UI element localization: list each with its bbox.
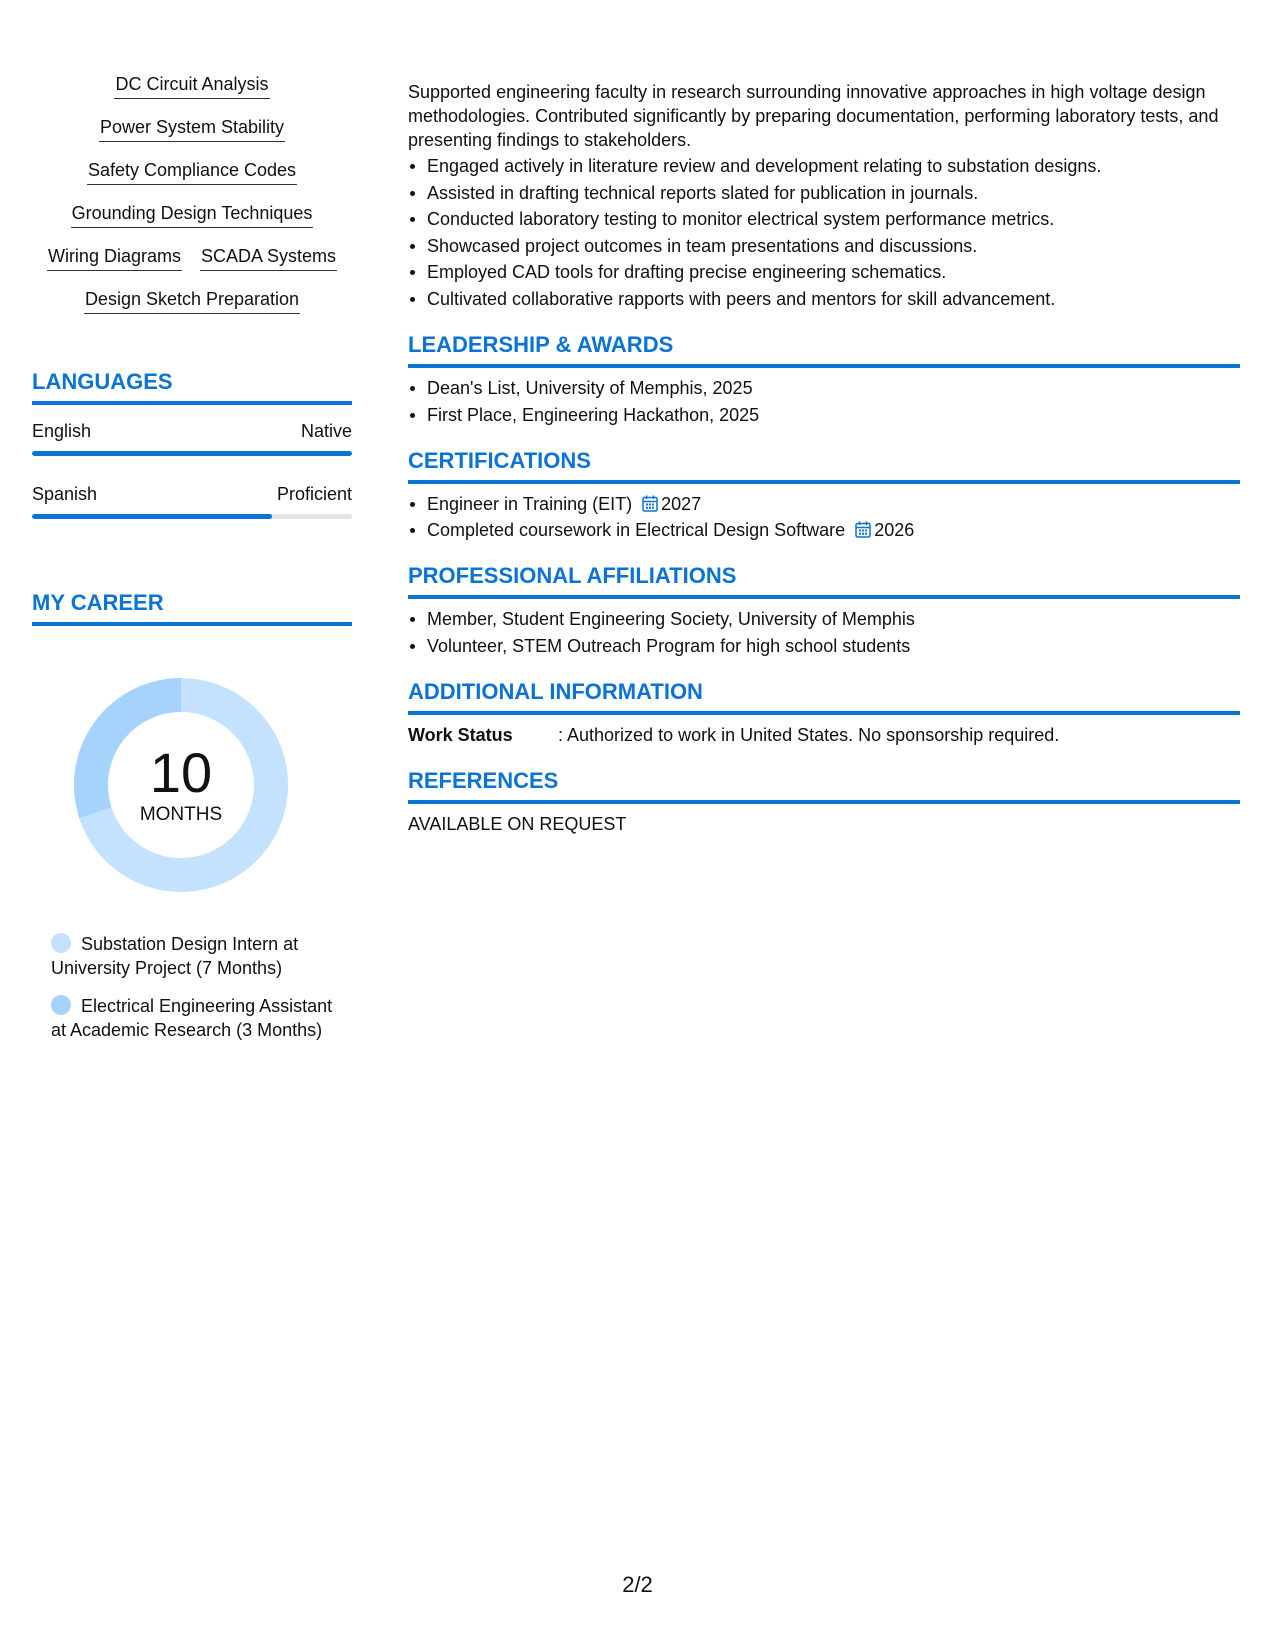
list-item [408,518,1240,542]
work-status-row [408,723,1240,747]
calendar-icon [855,521,871,538]
list-item: Employed CAD tools for drafting precise engineering schematics. [408,260,1240,284]
skill-row [99,115,285,142]
skill-tag: Grounding Design Techniques [71,201,314,228]
skill-tag: DC Circuit Analysis [114,72,269,99]
affiliations-heading: PROFESSIONAL AFFILIATIONS [408,562,1240,599]
skills-list [32,72,352,330]
language-item [32,419,352,456]
legend-dot [51,995,71,1015]
work-status-key: Work Status [408,724,513,745]
leadership-section [408,331,1240,427]
cert-year: 2027 [661,493,702,514]
skill-row [71,201,314,228]
language-item [32,482,352,519]
certifications-section [408,447,1240,543]
career-section [32,589,352,1042]
leadership-heading: LEADERSHIP & AWARDS [408,331,1240,368]
list-item: Showcased project outcomes in team presentations and discussions. [408,234,1240,258]
skill-row [87,158,297,185]
left-column [32,72,352,1056]
references-heading: REFERENCES [408,767,1240,804]
legend-item [51,932,341,980]
career-legend [51,932,341,1042]
career-total-unit: MONTHS [139,804,223,825]
list-item: Dean's List, University of Memphis, 2025 [408,376,1240,400]
language-level: Proficient [276,484,352,504]
language-bar-fill [32,451,352,456]
experience-bullets [408,154,1240,311]
skill-row [114,72,269,99]
list-item: Engaged actively in literature review and development relating to substation designs. [408,154,1240,178]
list-item: Assisted in drafting technical reports slated for publication in journals. [408,181,1240,205]
certifications-heading: CERTIFICATIONS [408,447,1240,484]
experience-summary: Supported engineering faculty in research surrounding innovative approaches in high voltage design methodologies. Contributed significantly by preparing documentation, performing laboratory tests, and presenting findings to stakeholders. [408,82,1219,150]
language-bar [32,514,352,519]
affiliations-section [408,562,1240,658]
language-name: English [32,421,92,441]
career-donut-chart [66,670,296,900]
legend-label: Substation Design Intern at University Project (7 Months) [51,934,299,978]
skill-row [84,287,300,314]
legend-dot [51,933,71,953]
career-total-value: 10 [149,741,213,804]
skill-row [47,244,337,271]
language-bar [32,451,352,456]
language-name: Spanish [32,484,98,504]
work-status-value: : Authorized to work in United States. No sponsorship required. [558,724,1060,745]
skill-tag: SCADA Systems [200,244,337,271]
skill-tag: Power System Stability [99,115,285,142]
additional-section [408,678,1240,747]
skill-tag: Wiring Diagrams [47,244,182,271]
right-column [408,80,1240,836]
legend-item [51,994,341,1042]
language-bar-fill [32,514,272,519]
cert-name: Completed coursework in Electrical Design Software [427,520,846,541]
references-section [408,767,1240,836]
list-item: Cultivated collaborative rapports with peers and mentors for skill advancement. [408,287,1240,311]
list-item [408,492,1240,516]
list-item: Volunteer, STEM Outreach Program for high school students [408,634,1240,658]
legend-label: Electrical Engineering Assistant at Academic Research (3 Months) [51,996,333,1040]
cert-name: Engineer in Training (EIT) [427,493,633,514]
list-item: First Place, Engineering Hackathon, 2025 [408,403,1240,427]
list-item: Conducted laboratory testing to monitor electrical system performance metrics. [408,207,1240,231]
cert-year: 2026 [874,520,915,541]
skill-tag: Safety Compliance Codes [87,158,297,185]
language-level: Native [300,421,352,441]
languages-section [32,368,352,519]
career-heading: MY CAREER [32,589,352,626]
references-text: AVAILABLE ON REQUEST [408,813,627,834]
additional-heading: ADDITIONAL INFORMATION [408,678,1240,715]
languages-heading: LANGUAGES [32,368,352,405]
skill-tag: Design Sketch Preparation [84,287,300,314]
page-number: 2/2 [622,1572,653,1597]
list-item: Member, Student Engineering Society, University of Memphis [408,607,1240,631]
calendar-icon [642,495,658,512]
